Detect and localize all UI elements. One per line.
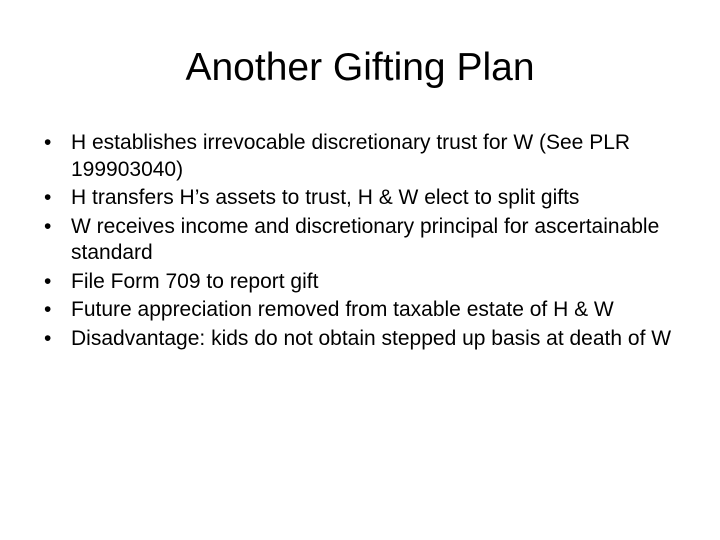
bullet-icon: • xyxy=(44,186,52,209)
bullet-text: H establishes irrevocable discretionary trust for W (See PLR 199903040) xyxy=(71,131,631,181)
bullet-icon: • xyxy=(44,326,52,350)
bullet-item xyxy=(44,326,694,353)
bullet-text: Disadvantage: kids do not obtain stepped up basis at death of W xyxy=(71,326,672,350)
bullet-text: Future appreciation removed from taxable estate of H & W xyxy=(71,298,614,321)
bullet-icon: • xyxy=(44,269,52,293)
bullet-icon: • xyxy=(44,131,52,154)
bullet-text: File Form 709 to report gift xyxy=(71,269,319,293)
bullet-text: W receives income and discretionary principal for ascertainable standard xyxy=(71,214,660,264)
bullet-list xyxy=(44,130,694,354)
bullet-text: H transfers H’s assets to trust, H & W elect to split gifts xyxy=(71,186,580,209)
bullet-item xyxy=(44,185,694,212)
bullet-icon: • xyxy=(44,214,52,238)
bullet-item xyxy=(44,297,694,324)
bullet-item xyxy=(44,269,694,296)
slide-title: Another Gifting Plan xyxy=(185,46,535,89)
bullet-item xyxy=(44,130,694,183)
bullet-item xyxy=(44,214,694,267)
bullet-icon: • xyxy=(44,298,52,321)
